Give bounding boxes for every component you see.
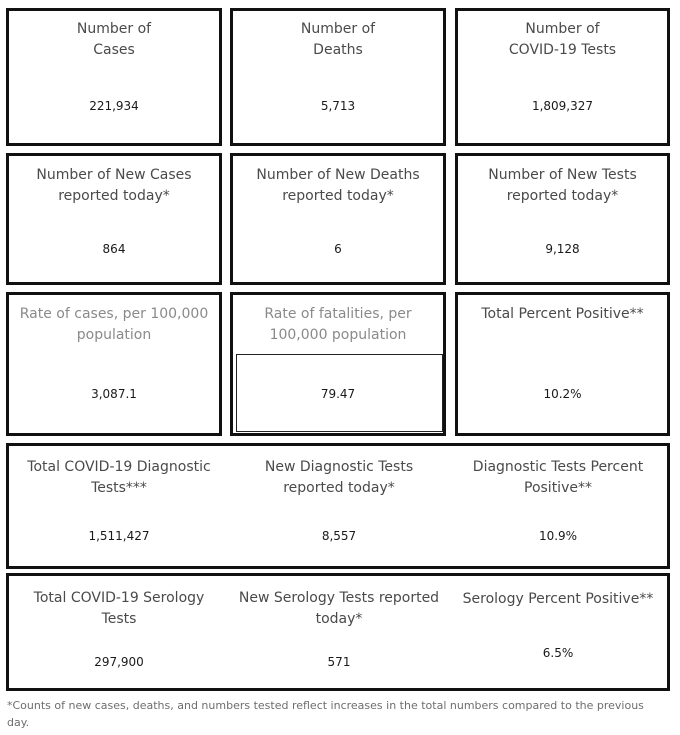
cases-value: 221,934 xyxy=(89,99,139,113)
percent-positive-card xyxy=(455,292,670,436)
new-deaths-card xyxy=(230,153,446,285)
deaths-value: 5,713 xyxy=(320,99,356,113)
total-serology-cell xyxy=(9,576,229,688)
serology-positive-cell xyxy=(449,576,667,688)
percent-positive-value: 10.2% xyxy=(543,387,582,401)
tests-label: Number of COVID-19 Tests xyxy=(508,21,617,58)
new-diagnostic-value: 8,557 xyxy=(321,529,357,543)
new-diagnostic-label: New Diagnostic Tests reported today* xyxy=(264,459,414,496)
diagnostic-tests-panel xyxy=(6,443,670,569)
new-cases-card xyxy=(6,153,222,285)
deaths-card xyxy=(230,8,446,146)
total-diagnostic-cell xyxy=(9,446,229,566)
total-serology-label: Total COVID-19 Serology Tests xyxy=(33,590,205,627)
tests-value: 1,809,327 xyxy=(531,99,594,113)
new-deaths-label: Number of New Deaths reported today* xyxy=(256,167,420,204)
new-deaths-value: 6 xyxy=(334,242,342,256)
cases-card xyxy=(6,8,222,146)
fatality-rate-value: 79.47 xyxy=(320,387,356,401)
new-serology-cell xyxy=(229,576,449,688)
total-diagnostic-label: Total COVID-19 Diagnostic Tests*** xyxy=(27,459,211,496)
diagnostic-positive-value: 10.9% xyxy=(538,529,578,543)
diagnostic-positive-cell xyxy=(449,446,667,566)
case-rate-value: 3,087.1 xyxy=(91,387,137,401)
case-rate-card xyxy=(6,292,222,436)
new-tests-card xyxy=(455,153,670,285)
new-diagnostic-cell xyxy=(229,446,449,566)
new-serology-value: 571 xyxy=(327,655,351,669)
diagnostic-positive-label: Diagnostic Tests Percent Positive** xyxy=(472,459,644,496)
fatality-rate-label: Rate of fatalities, per 100,000 population xyxy=(264,306,412,343)
fatality-rate-card xyxy=(230,292,446,436)
cases-label: Number of Cases xyxy=(76,21,152,58)
total-diagnostic-value: 1,511,427 xyxy=(88,529,150,543)
serology-positive-label: Serology Percent Positive** xyxy=(462,591,654,607)
footnote: *Counts of new cases, deaths, and numbers tested reflect increases in the total numbers compared to the previous day. xyxy=(7,699,644,729)
deaths-label: Number of Deaths xyxy=(300,21,376,58)
serology-tests-panel xyxy=(6,573,670,691)
serology-positive-value: 6.5% xyxy=(542,646,574,660)
new-cases-label: Number of New Cases reported today* xyxy=(36,167,192,204)
new-tests-label: Number of New Tests reported today* xyxy=(488,167,637,204)
case-rate-label: Rate of cases, per 100,000 population xyxy=(19,306,209,343)
new-tests-value: 9,128 xyxy=(545,242,580,256)
new-cases-value: 864 xyxy=(102,242,126,256)
percent-positive-label: Total Percent Positive** xyxy=(481,306,644,322)
total-serology-value: 297,900 xyxy=(94,655,144,669)
new-serology-label: New Serology Tests reported today* xyxy=(238,590,440,627)
tests-card xyxy=(455,8,670,146)
